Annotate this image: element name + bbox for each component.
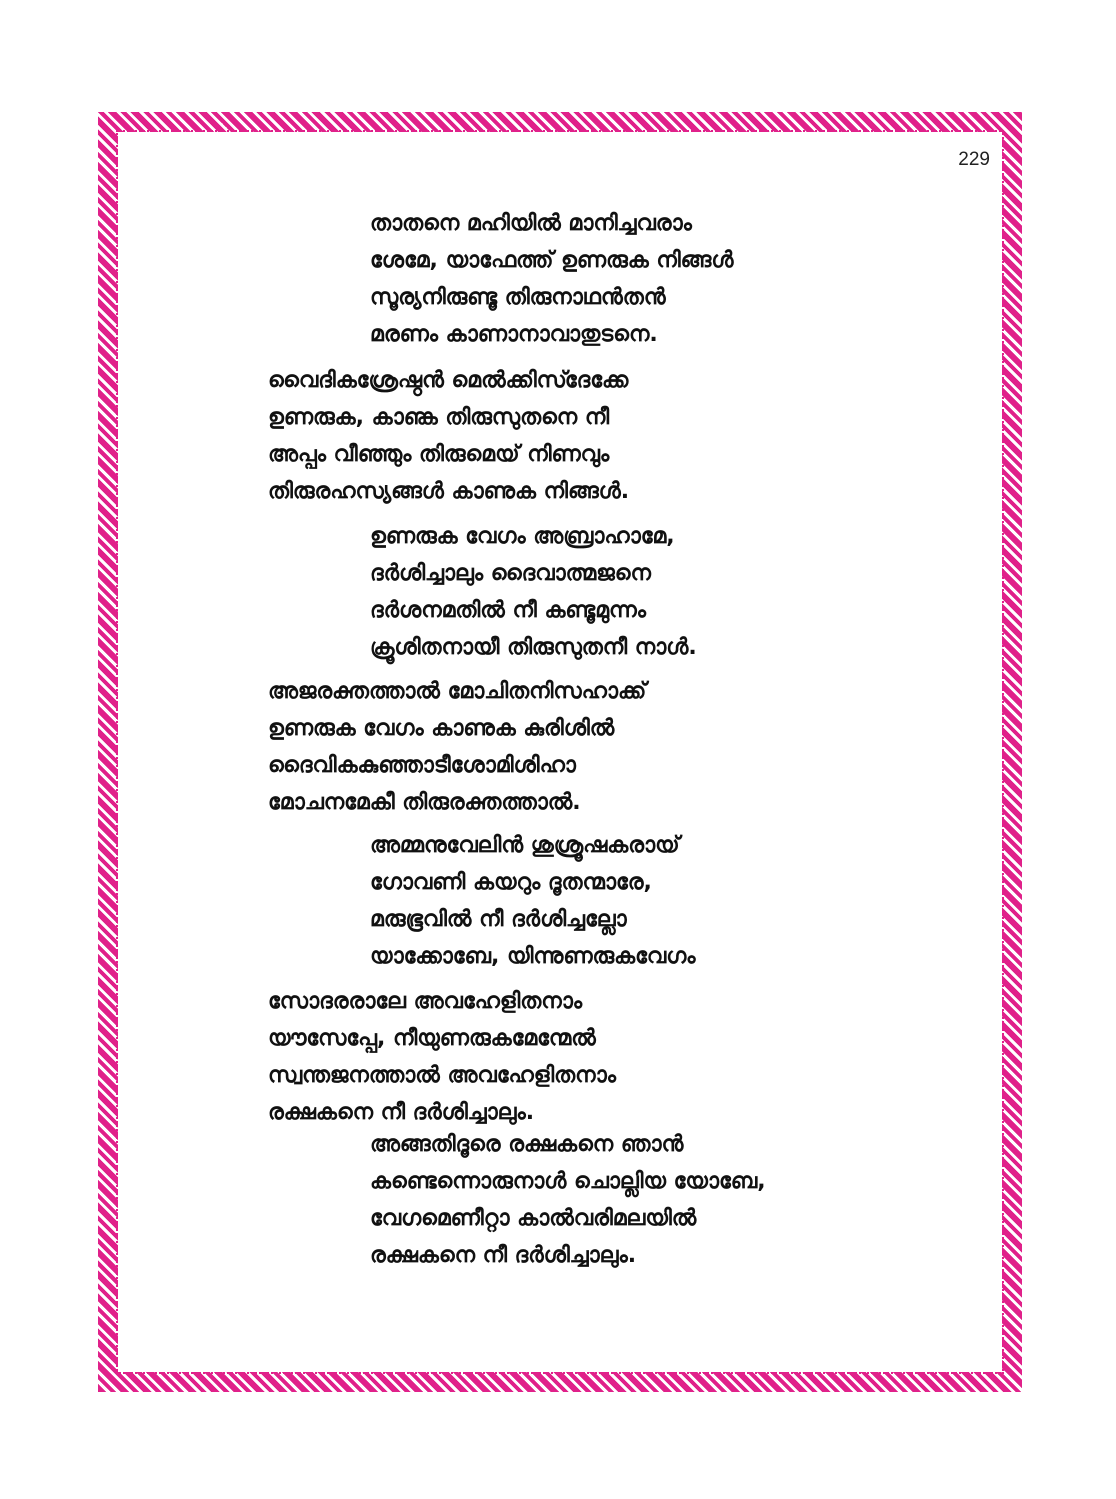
verse-line: അപ്പം വീഞ്ഞും തിരുമെയ് നിണവും [268,442,610,467]
verse-line: വേഗമെണീറ്റാ കാൽവരിമലയിൽ [370,1206,697,1231]
verse-line: ദർശിച്ചാലും ദൈവാത്മജനെ [370,561,651,586]
verse-line: രക്ഷകനെ നീ ദർശിച്ചാലും. [370,1243,637,1268]
verse-line: അമ്മനുവേലിൻ ശുശ്രൂഷകരായ് [370,833,680,858]
verse-line: രക്ഷകനെ നീ ദർശിച്ചാലും. [268,1100,535,1125]
verse-line: സൂര്യനിരുണ്ടൂ തിരുനാഥൻതൻ [370,285,666,310]
verse-line: സ്വന്തജനത്താൽ അവഹേളിതനാം [268,1063,616,1088]
verse-line: ഉണരുക, കാണ്ക തിരുസുതനെ നീ [268,405,610,430]
verse-line: യാക്കോബേ, യിന്നുണരുകവേഗം [370,944,696,969]
verse-line: തിരുരഹസ്യങ്ങൾ കാണുക നിങ്ങൾ. [268,479,630,504]
page-number: 229 [958,149,990,170]
verse-line: യൗസേപ്പേ, നീയുണരുകമേന്മേൽ [268,1026,596,1051]
stanza-3 [370,518,697,666]
stanza-6 [268,983,616,1131]
verse-line: ഉണരുക വേഗം അബ്രാഹാമേ, [370,524,675,549]
verse-line: താതനെ മഹിയിൽ മാനിച്ചവരാം [370,211,692,236]
stanza-2 [268,362,629,510]
verse-line: ഗോവണി കയറും ദൂതന്മാരേ, [370,870,652,895]
verse-line: ശേമേ, യാഫേത്ത് ഉണരുക നിങ്ങൾ [370,248,734,273]
stanza-5 [370,827,696,975]
verse-line: മോചനമേകീ തിരുരക്തത്താൽ. [268,790,581,815]
verse-line: ദൈവികകുഞ്ഞാടീശോമിശിഹാ [268,753,576,778]
stanza-7 [370,1126,766,1274]
stanza-4 [268,673,646,821]
verse-line: അജരക്തത്താൽ മോചിതനിസഹാക്ക് [268,679,647,704]
verse-line: മരുഭൂവിൽ നീ ദർശിച്ചല്ലോ [370,907,627,932]
verse-line: ദർശനമതിൽ നീ കണ്ടൂമുന്നം [370,598,646,623]
verse-line: മരണം കാണാനാവാതുടനെ. [370,322,658,347]
verse-line: വൈദികശ്രേഷ്ഠൻ മെൽക്കിസ്ദേക്കേ [268,368,629,393]
verse-line: കണ്ടെന്നൊരുനാൾ ചൊല്ലിയ യോബേ, [370,1169,766,1194]
verse-line: ഉണരുക വേഗം കാണുക കുരിശിൽ [268,716,615,741]
stanza-1 [370,205,733,353]
verse-line: സോദരരാലേ അവഹേളിതനാം [268,989,583,1014]
verse-line: അങ്ങതിദൂരെ രക്ഷകനെ ഞാൻ [370,1132,684,1157]
verse-line: ക്രൂശിതനായീ തിരുസുതനീ നാൾ. [370,635,697,660]
